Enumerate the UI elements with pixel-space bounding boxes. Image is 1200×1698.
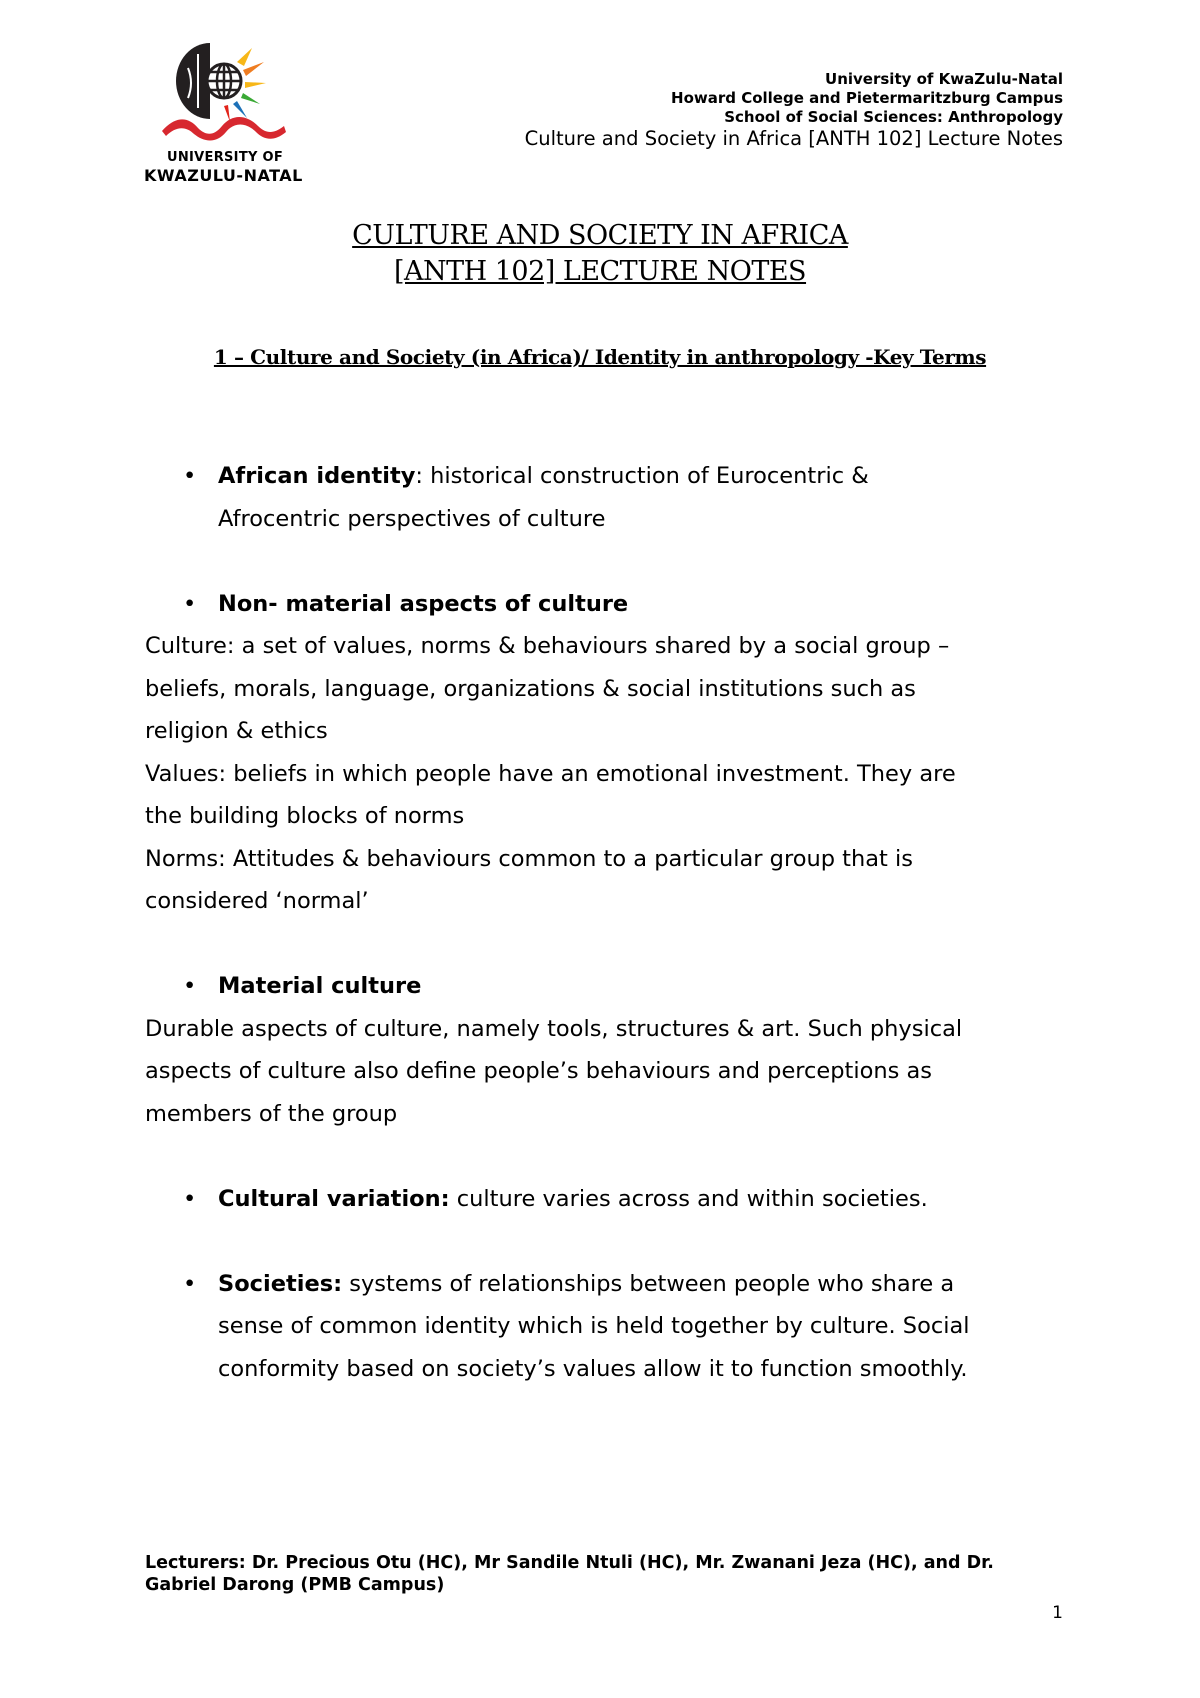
paragraph-line: Values: beliefs in which people have an emotional investment. They are (145, 760, 956, 787)
document-title-line-1: CULTURE AND SOCIETY IN AFRICA (352, 220, 848, 251)
paragraph-line: religion & ethics (145, 718, 328, 744)
term-definition: sense of common identity which is held together by culture. Social (218, 1313, 970, 1339)
paragraph-line: beliefs, morals, language, organizations & social institutions such as (145, 675, 916, 702)
footer-line-1: Lecturers: Dr. Precious Otu (HC), Mr Sandile Ntuli (HC), Mr. Zwanani Jeza (HC), and Dr. (145, 1553, 994, 1573)
header-school: School of Social Sciences: Anthropology (724, 108, 1063, 126)
term-label: Material culture (218, 973, 422, 999)
document-header (525, 70, 1063, 150)
header-university: University of KwaZulu-Natal (825, 70, 1063, 88)
footer-line-2: Gabriel Darong (PMB Campus) (145, 1575, 445, 1595)
section-heading: 1 – Culture and Society (in Africa)/ Identity in anthropology -Key Terms (213, 345, 987, 369)
document-title-line-2: [ANTH 102] LECTURE NOTES (393, 256, 807, 287)
term-label: Non- material aspects of culture (218, 590, 629, 617)
bullet-icon: • (183, 973, 197, 999)
term-definition: conformity based on society’s values allow it to function smoothly. (218, 1355, 968, 1382)
paragraph-line: aspects of culture also define people’s behaviours and perceptions as (145, 1058, 933, 1084)
bullet-icon: • (183, 1185, 197, 1212)
bullet-icon: • (183, 590, 197, 617)
list-item-non-material (145, 583, 1045, 626)
paragraph-line: Durable aspects of culture, namely tools, structures & art. Such physical (145, 1015, 963, 1042)
lecture-content (145, 455, 1045, 1390)
bullet-icon: • (183, 1270, 197, 1297)
logo-emblem-icon (140, 38, 320, 150)
term-label: Cultural variation: (218, 1185, 450, 1212)
page-number: 1 (1052, 1603, 1063, 1623)
term-label: African identity (218, 463, 416, 489)
list-item-cultural-variation (145, 1178, 1045, 1221)
paragraph-line: Culture: a set of values, norms & behaviours shared by a social group – (145, 633, 950, 659)
paragraph-line: members of the group (145, 1100, 398, 1127)
paragraph-line: Norms: Attitudes & behaviours common to a particular group that is (145, 845, 913, 872)
term-definition: systems of relationships between people who share a (342, 1270, 955, 1297)
logo-line-1: UNIVERSITY OF (167, 150, 284, 165)
paragraph-line: the building blocks of norms (145, 803, 465, 829)
list-item-societies (145, 1263, 1045, 1391)
university-logo (140, 38, 320, 188)
paragraph-line: considered ‘normal’ (145, 888, 369, 914)
logo-line-2: KWAZULU-NATAL (144, 166, 303, 185)
term-definition: Afrocentric perspectives of culture (218, 505, 606, 532)
lecturers-footer (145, 1552, 1045, 1596)
list-item-african-identity (145, 455, 1045, 540)
bullet-icon: • (183, 463, 197, 489)
term-definition: culture varies across and within societies. (449, 1185, 928, 1212)
header-course: Culture and Society in Africa [ANTH 102] Lecture Notes (524, 127, 1063, 150)
header-campus: Howard College and Pietermaritzburg Campus (671, 89, 1063, 107)
list-item-material-culture (145, 965, 1045, 1008)
term-label: Societies: (218, 1270, 343, 1297)
term-definition: : historical construction of Eurocentric & (415, 463, 869, 489)
